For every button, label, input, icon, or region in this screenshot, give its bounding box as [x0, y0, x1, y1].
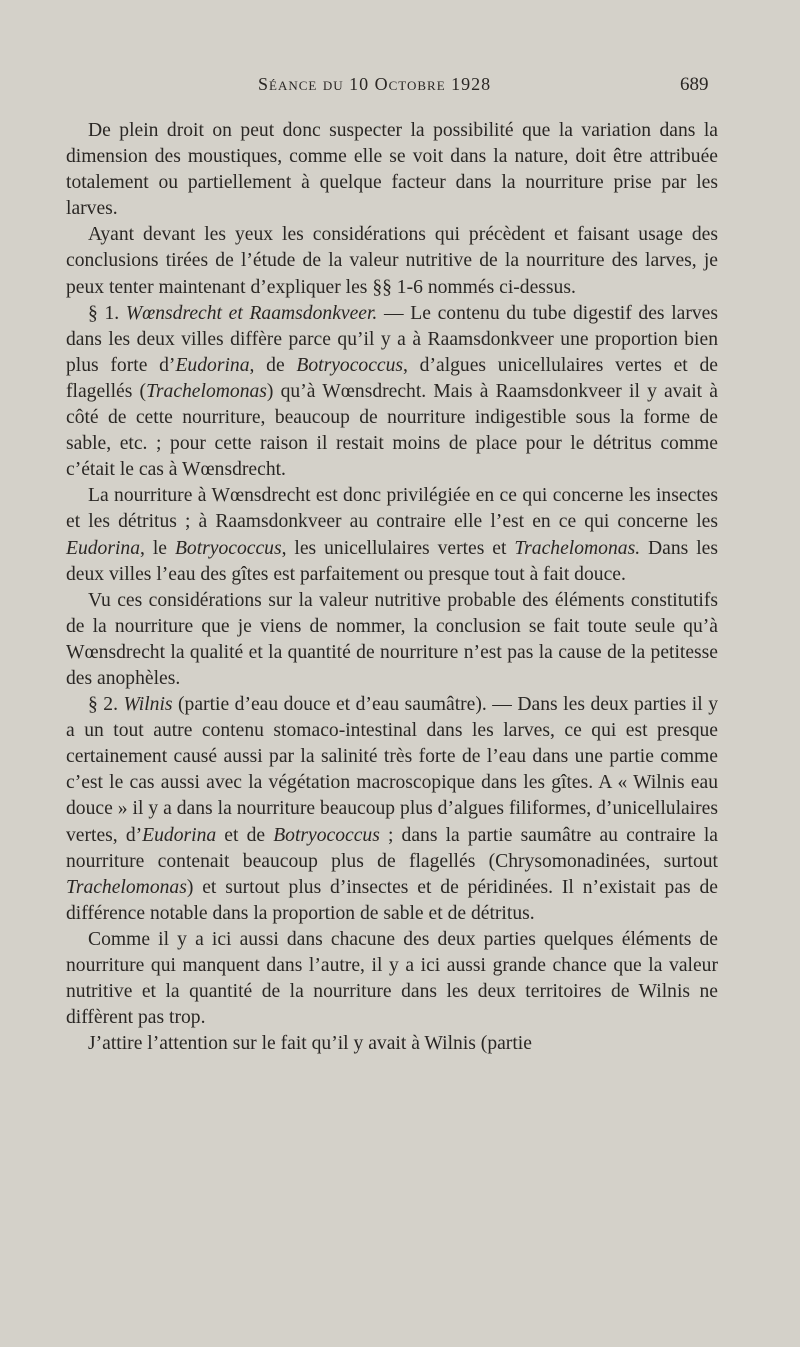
- text-run: J’attire l’attention sur le fait qu’il y avait à Wilnis (partie: [88, 1033, 532, 1055]
- text-run: Ayant devant les yeux les considérations qui précèdent et faisant usage des conclusions tirées de l’étude de la valeur nutritive de la nourriture des larves, je peux tenter maintenant d’expliquer les §§ 1-6 nommés ci-dessus.: [66, 224, 718, 298]
- italic-text: Trachelomonas.: [514, 537, 641, 559]
- paragraph: [66, 222, 718, 300]
- paragraph: [66, 692, 718, 927]
- text-run: ; dans la partie saumâtre au contraire la nourriture contenait beaucoup plus de flagellés (Chrysomonadinées, surtout: [66, 824, 718, 872]
- italic-text: Trachelomonas: [146, 380, 267, 402]
- text-run: , les unicellulaires vertes et: [281, 537, 515, 559]
- italic-text: Botryococcus: [296, 354, 404, 376]
- text-run: et de: [216, 824, 274, 846]
- paragraph: [66, 301, 718, 484]
- text-run: Comme il y a ici aussi dans chacune des deux parties quelques éléments de nourriture qui manquent dans l’autre, il y a ici aussi grande chance que la valeur nutritive et la quantité de la nourriture dans les deux territoires de Wilnis ne diffèrent pas trop.: [66, 928, 718, 1029]
- italic-text: Eudorina: [142, 824, 217, 846]
- italic-text: Trachelomonas: [66, 876, 187, 898]
- running-title: Séance du 10 Octobre 1928: [258, 74, 492, 94]
- text-run: , le: [140, 537, 175, 559]
- paragraph: [66, 1031, 718, 1057]
- italic-text: Botryococcus: [273, 824, 380, 846]
- text-run: ) qu’à Wœnsdrecht. Mais à Raamsdonkveer il y avait à côté de cette nourriture, beaucoup de nourriture indigestible sous la forme de sable, etc. ; pour cette raison il restait moins de place pour le détritus comme c’était le cas à Wœnsdrecht.: [66, 380, 718, 481]
- paragraph: [66, 483, 718, 587]
- text-run: § 2.: [88, 694, 124, 716]
- italic-text: Wœnsdrecht et Raamsdonkveer.: [125, 302, 378, 324]
- text-run: (partie d’eau douce et d’eau saumâtre). — Dans les deux parties il y a un tout autre contenu stomaco-intestinal dans les larves, ce qui est presque certainement causé aussi par la salinité très forte de l’eau dans une partie comme c’est le cas aussi avec la végétation macroscopique dans les gîtes. A « Wilnis eau douce » il y a dans la nourriture beaucoup plus d’algues filiformes, d’unicellulaires vertes, d’: [66, 694, 718, 846]
- italic-text: Wilnis: [123, 694, 173, 716]
- text-run: Dans les deux villes l’eau des gîtes est parfaitement ou presque tout à fait douce.: [66, 537, 718, 585]
- paragraph: [66, 588, 718, 692]
- text-run: Vu ces considérations sur la valeur nutritive probable des éléments constitutifs de la nourriture que je viens de nommer, la conclusion se fait toute seule qu’à Wœnsdrecht la qualité et la quantité de nourriture n’est pas la cause de la petitesse des anophèles.: [66, 589, 718, 689]
- text-run: La nourriture à Wœnsdrecht est donc privilégiée en ce qui concerne les insectes et les détritus ; à Raamsdonkveer au contraire elle l’est en ce qui concerne les: [66, 485, 718, 533]
- body-text: [66, 118, 718, 1057]
- text-run: § 1.: [88, 302, 126, 324]
- paragraph: [66, 118, 718, 222]
- text-run: ) et surtout plus d’insectes et de péridinées. Il n’existait pas de différence notable dans la proportion de sable et de détritus.: [66, 876, 718, 924]
- italic-text: Botryococcus: [174, 537, 282, 559]
- italic-text: Eudorina: [175, 354, 250, 376]
- page-number: 689: [680, 74, 709, 95]
- paragraph: [66, 927, 718, 1031]
- text-run: — Le contenu du tube digestif des larves dans les deux villes diffère parce qu’il y a à Raamsdonkveer une proportion bien plus forte d’: [66, 302, 718, 376]
- italic-text: Eudorina: [66, 537, 141, 559]
- text-run: De plein droit on peut donc suspecter la possibilité que la variation dans la dimension des moustiques, comme elle se voit dans la nature, doit être attribuée totalement ou partiellement à quelque facteur dans la nourriture prise par les larves.: [66, 120, 718, 220]
- running-header: [0, 74, 800, 102]
- text-run: , de: [249, 354, 297, 376]
- text-run: , d’algues unicellulaires vertes et de flagellés (: [66, 354, 718, 402]
